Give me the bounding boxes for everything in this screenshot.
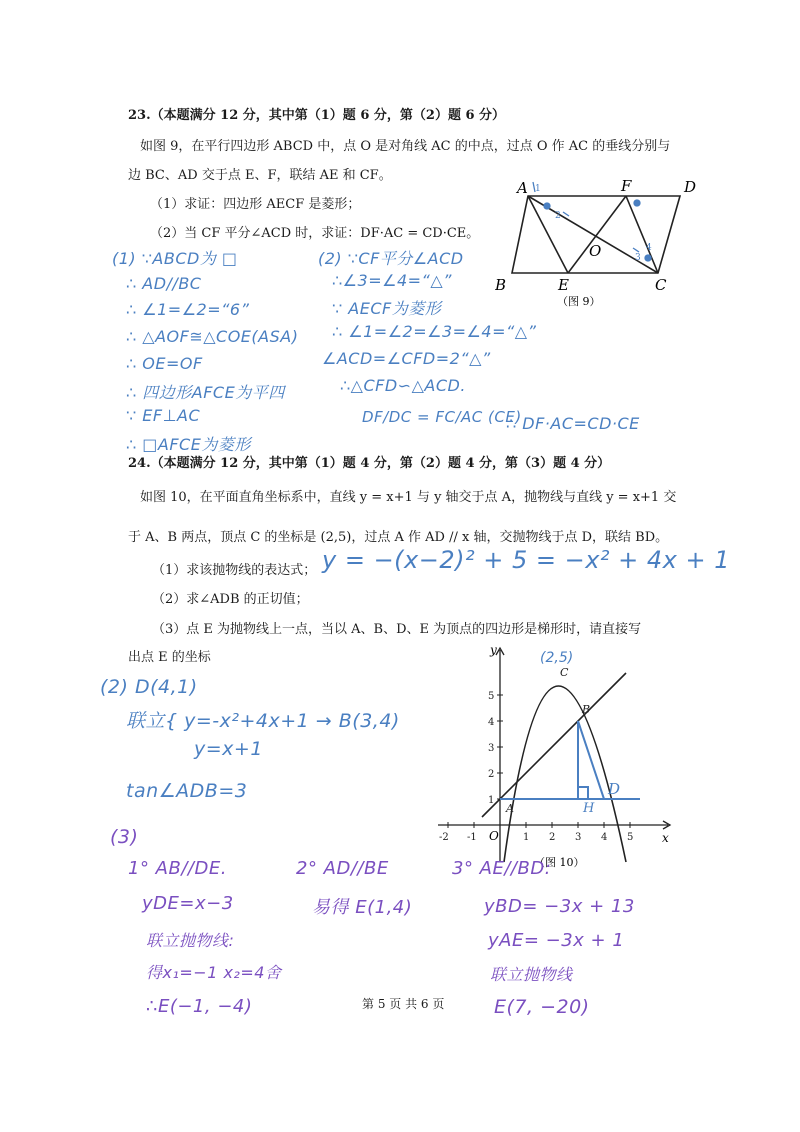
q23-ans2-line4: ∴ ∠1=∠2=∠3=∠4=“△” [332,322,537,341]
q23-ans2-line6: ∴△CFD∽△ACD. [340,376,466,395]
x-axis-label: x [662,831,669,845]
q24-stem-line2: 于 A、B 两点，顶点 C 的坐标是 (2,5)，过点 A 作 AD // x 轴，交抛物线于点 D，联结 BD。 [128,530,669,545]
point-label-d: D [608,780,621,798]
label-o: O [589,242,602,260]
q24-heading: 24.（本题满分 12 分，其中第（1）题 4 分，第（2）题 4 分，第（3）题 4 分） [128,456,611,471]
q24-case3-line3: yAE= −3x + 1 [488,930,625,951]
x-tick-5: 5 [627,832,634,843]
q23-ans1-line7: ∵ EF⊥AC [126,406,201,425]
blue-tick-a [563,212,569,216]
q23-heading: 23.（本题满分 12 分，其中第（1）题 6 分，第（2）题 6 分） [128,108,506,123]
mark-dot-c [645,255,651,261]
q23-ans1-line8: ∴ □AFCE为菱形 [126,435,251,454]
q24-case1-line5: ∴E(−1, −4) [146,996,253,1017]
label-a: A [517,179,528,197]
y-axis-label: y [490,643,497,657]
figure-10 [430,640,680,875]
q23-ans2-line8: ∴ DF·AC=CD·CE [506,414,640,433]
q23-ans1-line1: (1) ∵ABCD为 □ [112,249,238,268]
q24-case1-line4: 得x₁=−1 x₂=4舍 [146,963,282,982]
angle-mark-1: 1 [535,184,541,194]
blue-tick-c [633,248,639,252]
q24-part1-answer: y = −(x−2)² + 5 = −x² + 4x + 1 [322,546,731,574]
label-e: E [558,276,569,294]
mark-dot-f [634,200,640,206]
y-tick-4: 4 [488,717,495,728]
q24-case3-line4: 联立抛物线 [490,965,573,984]
q24-ans2-line3: y=x+1 [194,738,263,760]
point-label-h: H [583,801,595,816]
line-y-x-plus-1 [482,673,626,817]
q23-ans1-line6: ∴ 四边形AFCE为平四 [126,383,285,402]
x-tick-3: 3 [575,832,582,843]
q24-part2: （2）求∠ADB 的正切值； [152,592,309,607]
q24-case2-line1: 2° AD//BE [296,858,389,879]
q24-case3-line1: 3° AE//BD: [452,858,552,879]
right-angle-mark [578,787,588,799]
x-tick-neg1: -1 [467,832,477,843]
q24-stem-line1: 如图 10，在平面直角坐标系中，直线 y = x+1 与 y 轴交于点 A，抛物线与直线 y = x+1 交 [140,490,677,505]
figure-9 [495,178,710,308]
q23-part2: （2）当 CF 平分∠ACD 时，求证：DF·AC = CD·CE。 [150,226,480,241]
label-f: F [621,178,632,195]
label-c: C [655,276,667,294]
vertex-note: (2,5) [540,650,574,666]
y-tick-3: 3 [488,743,495,754]
angle-mark-3: 3 [635,253,641,263]
q24-case3-line5: E(7, −20) [494,996,590,1018]
figure-9-caption: （图 9） [557,295,601,308]
q23-ans2-line3: ∵ AECF为菱形 [332,299,442,318]
q23-ans1-line3: ∴ ∠1=∠2=“6” [126,300,250,319]
q24-part3-line1: （3）点 E 为抛物线上一点，当以 A、B、D、E 为顶点的四边形是梯形时，请直接写 [152,622,642,637]
x-tick-2: 2 [549,832,556,843]
q23-stem-line2: 边 BC、AD 交于点 E、F，联结 AE 和 CF。 [128,168,392,183]
label-d: D [684,178,697,196]
x-tick-4: 4 [601,832,608,843]
point-label-b: B [582,703,591,716]
q23-stem-line1: 如图 9，在平行四边形 ABCD 中，点 O 是对角线 AC 的中点，过点 O 作 AC 的垂线分别与 [140,139,671,154]
label-b: B [495,276,507,294]
q23-ans1-line2: ∴ AD//BC [126,274,202,293]
q23-part1: （1）求证：四边形 AECF 是菱形； [150,197,361,212]
q24-part3-line2: 出点 E 的坐标 [128,650,211,665]
angle-mark-2: 2 [555,211,561,221]
segment-fe [568,196,626,273]
q24-ans2-line1: (2) D(4,1) [100,676,198,698]
segment-cf [626,196,658,273]
q24-case3-line2: yBD= −3x + 13 [484,896,635,917]
q24-case1-line1: 1° AB//DE. [128,858,227,879]
x-tick-1: 1 [523,832,530,843]
q24-part1: （1）求该抛物线的表达式； [152,563,317,578]
q23-ans2-line1: (2) ∵CF平分∠ACD [318,249,464,268]
q23-ans2-line2: ∴∠3=∠4=“△” [332,271,452,290]
x-tick-neg2: -2 [439,832,449,843]
q24-ans2-line4: tan∠ADB=3 [126,780,248,802]
q23-ans1-line4: ∴ △AOF≅△COE(ASA) [126,327,299,346]
q24-ans3-label: (3) [110,826,139,848]
q24-case1-line2: yDE=x−3 [142,893,234,914]
page-number: 第 5 页 共 6 页 [362,997,445,1011]
point-label-c: C [560,666,569,679]
angle-mark-4: 4 [646,243,652,253]
mark-dot-a [544,203,550,209]
point-label-a: A [506,802,514,815]
q23-ans2-line7: DF/DC = FC/AC (CE) [362,408,522,426]
y-tick-1: 1 [488,795,495,806]
figure-10-caption: （图 10） [534,856,585,869]
origin-label: O [489,829,499,843]
q23-ans2-line5: ∠ACD=∠CFD=2“△” [322,349,491,368]
q24-case1-line3: 联立抛物线: [146,931,235,950]
q24-ans2-line2: 联立{ y=-x²+4x+1 → B(3,4) [126,710,400,732]
q24-case2-line2: 易得 E(1,4) [312,897,413,918]
q23-ans1-line5: ∴ OE=OF [126,354,203,373]
y-tick-2: 2 [488,769,495,780]
y-tick-5: 5 [488,691,495,702]
